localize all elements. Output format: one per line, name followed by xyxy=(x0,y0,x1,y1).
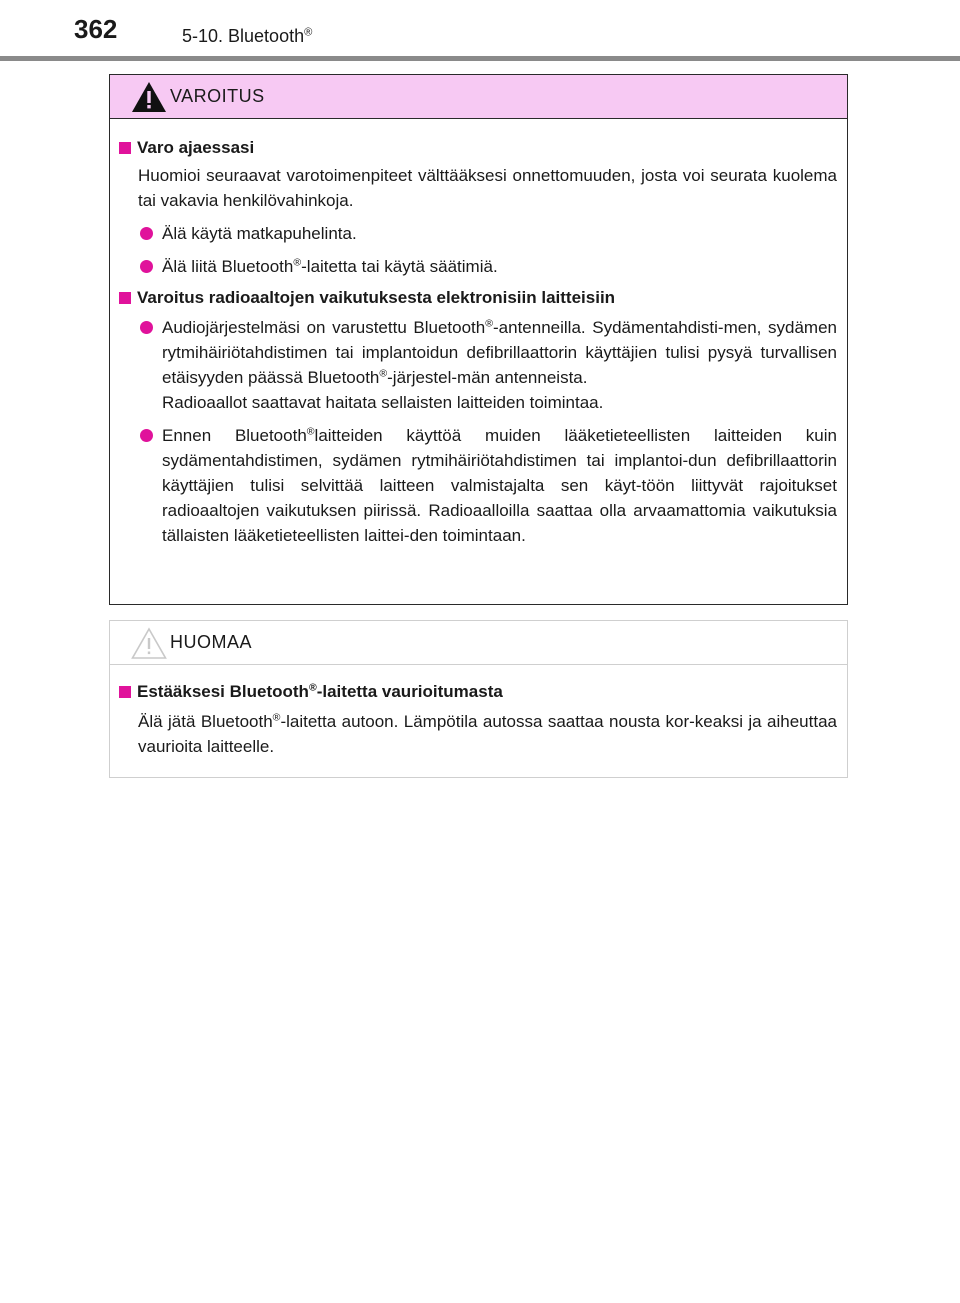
registered-mark: ® xyxy=(379,367,388,380)
list-item xyxy=(118,254,837,279)
heading-text: Estääksesi Bluetooth xyxy=(137,682,309,701)
registered-mark: ® xyxy=(308,681,317,694)
list-item xyxy=(118,221,837,246)
heading-text: Varo ajaessasi xyxy=(137,138,255,157)
item-text: -järjestel-män antenneista. xyxy=(387,368,588,387)
notice-box xyxy=(109,620,848,778)
notice-header xyxy=(110,621,847,665)
paragraph-text: -laitetta autoon. Lämpötila autossa saattaa nousta kor-keaksi ja aiheuttaa vaurioita laitteelle. xyxy=(138,712,837,756)
item-text: laitteiden käyttöä muiden lääketieteellisten laitteiden kuin sydämentahdistimen, sydämen rytmihäiriötahdistimen tai implantoi-dun defibrillaattorin käyttäjien tulisi selvittää laitteen valmistajalta sen käyt-töön liittyvät rajoitukset radioaaltojen vaikutuksen piirissä. Radioaalloilla saattaa olla arvaamattomia vaikutuksia tällaisten lääketieteellisten laittei-den toimintaan. xyxy=(162,426,837,545)
registered-mark: ® xyxy=(304,26,313,39)
item-text: Audiojärjestelmäsi on varustettu Bluetooth xyxy=(162,318,486,337)
warning-box xyxy=(109,74,848,605)
registered-mark: ® xyxy=(485,317,493,330)
warning-title: VAROITUS xyxy=(170,86,265,106)
round-bullet-icon xyxy=(140,429,153,442)
notice-title: HUOMAA xyxy=(170,632,253,652)
round-bullet-icon xyxy=(140,321,153,334)
heading-text: -laitetta vaurioitumasta xyxy=(316,682,503,701)
registered-mark: ® xyxy=(306,425,315,438)
notice-body xyxy=(110,665,847,759)
warning-body xyxy=(110,119,847,548)
round-bullet-icon xyxy=(140,227,153,240)
paragraph xyxy=(118,709,837,759)
section-heading xyxy=(118,135,837,161)
section-heading xyxy=(118,679,837,705)
caution-outline-triangle-icon xyxy=(130,626,168,660)
paragraph-text: Älä jätä Bluetooth xyxy=(138,712,273,731)
item-text: Älä käytä matkapuhelinta. xyxy=(162,224,357,243)
round-bullet-icon xyxy=(140,260,153,273)
item-text: -laitetta tai käytä säätimiä. xyxy=(301,257,498,276)
section-heading xyxy=(118,285,837,311)
square-bullet-icon xyxy=(119,292,131,304)
list-item xyxy=(118,315,837,415)
warning-triangle-icon xyxy=(130,80,168,114)
item-text: -antenneilla. Sydämentahdisti-men, sydämen rytmihäiriötahdistimen tai implantoidun defibrillaattorin käyttäjien tulisi pysyä turvallisen etäisyyden päässä Bluetooth xyxy=(162,318,837,387)
warning-header xyxy=(110,75,847,119)
page-number: 362 xyxy=(74,14,118,44)
item-text: Älä liitä Bluetooth xyxy=(162,257,294,276)
list-item xyxy=(118,423,837,548)
square-bullet-icon xyxy=(119,142,131,154)
item-text: Ennen Bluetooth xyxy=(162,426,307,445)
item-text-line: Radioaallot saattavat haitata sellaisten laitteiden toimintaa. xyxy=(162,393,604,412)
section-title-text: 5-10. Bluetooth xyxy=(182,26,305,46)
section-title xyxy=(182,26,312,47)
page-header xyxy=(0,0,960,46)
heading-text: Varoitus radioaaltojen vaikutuksesta elektronisiin laitteisiin xyxy=(137,288,616,307)
paragraph: Huomioi seuraavat varotoimenpiteet välttääksesi onnettomuuden, josta voi seurata kuolema tai vakavia henkilövahinkoja. xyxy=(138,166,837,210)
header-rule xyxy=(0,56,960,61)
square-bullet-icon xyxy=(119,686,131,698)
registered-mark: ® xyxy=(272,711,281,724)
registered-mark: ® xyxy=(293,256,302,269)
